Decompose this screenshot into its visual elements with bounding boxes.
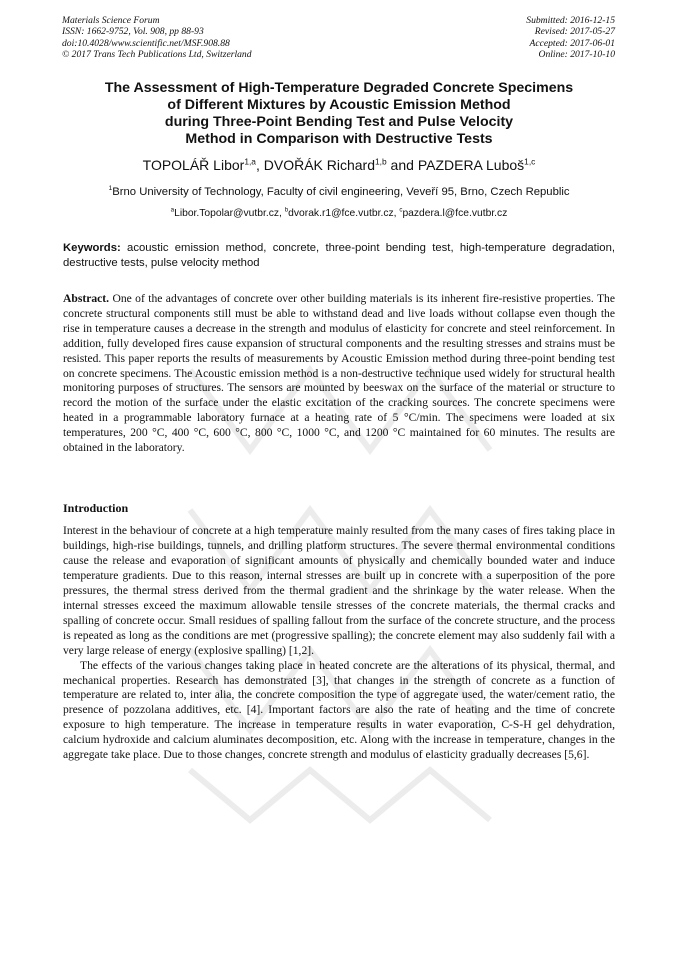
body-paragraph: Interest in the behaviour of concrete at a high temperature mainly resulted from the many cases of fires taking place in buildings, high-rise buildings, tunnels, and drilling platform structures. The severe thermal environmental conditions cause the release and evaporation of significant amounts of physically and chemically bounded water and induce temperature gradients. Due to this reason, internal stresses are built up in concrete with a superposition of the pore pressures, the thermal stress derived from the thermal gradient and the shrinkage by the water release. When the internal stresses exceed the maximum allowable tensile stresses of the concrete materials, the thermal cracks and spalling of concrete occur. Small residues of spalling fallout from the surface of the concrete structure, and the process is repeated as long as the conditions are met (progressive spalling); the concrete element may also suddenly fail with a very large release of energy (explosive spalling) [1,2].: [63, 524, 615, 657]
abstract-text: One of the advantages of concrete over other building materials is its inherent fire-resistive properties. The concrete structural components still must be able to withstand dead and live loads without collapse even though the rise in temperature causes a decrease in the strength and modulus of elasticity for concrete and steel reinforcement. In addition, fully developed fires cause expansion of structural components and the resulting stresses and strains must be resisted. This paper reports the results of measurements by Acoustic Emission method during three-point bending test on concrete specimens. The Acoustic emission method is a non-destructive technique used widely for structural health monitoring purposes of structures. The sensors are mounted by beeswax on the surface of the material or structure to record the motion of the surface under the elastic excitation of the cracking sources. The concrete specimens were heated in a programmable laboratory furnace at a heating rate of 5 °C/min. The specimens were loaded at six temperatures, 200 °C, 400 °C, 600 °C, 800 °C, 1000 °C, and 1200 °C maintained for 60 minutes. The results are obtained in the laboratory.: [63, 292, 615, 455]
accepted-date: Accepted: 2017-06-01: [529, 37, 615, 49]
author-superscript: 1,b: [375, 156, 387, 167]
revised-date: Revised: 2017-05-27: [534, 26, 615, 38]
body-paragraph: The effects of the various changes taking place in heated concrete are the alterations of its physical, thermal, and mechanical properties. Research has demonstrated [3], that changes in the strength of concrete as a function of temperature are related to, inter alia, the concrete composition the type of aggregate used, the water/cement ratio, the presence of pozzolana additives, etc. [4]. Important factors are also the rate of heating and the time of concrete exposure to high temperature. The increase in temperature results in water evaporation, C-S-H gel dehydration, calcium hydroxide and calcium aluminates decomposition, etc. Along with the increase in temperature, changes in the aggregate take place. Due to those changes, concrete strength and modulus of elasticity gradually decreases [5,6].: [63, 658, 615, 762]
doi-line: doi:10.4028/www.scientific.net/MSF.908.88: [62, 37, 230, 49]
email-link[interactable]: pazdera.l@fce.vutbr.cz: [402, 208, 508, 219]
paper-title: [50, 80, 628, 148]
affiliation-text: Brno University of Technology, Faculty of civil engineering, Veveří 95, Brno, Czech Republic: [112, 186, 570, 198]
author-superscript: 1,c: [524, 156, 536, 167]
email-superscript: a: [170, 206, 175, 214]
email-link[interactable]: Libor.Topolar@vutbr.cz: [174, 208, 279, 219]
author-name: TOPOLÁŘ Libor: [142, 157, 245, 173]
title-line: during Three-Point Bending Test and Pulse Velocity: [164, 114, 514, 130]
copyright-line: © 2017 Trans Tech Publications Ltd, Switzerland: [62, 48, 252, 60]
email-separator: ,: [393, 208, 400, 219]
author-list: [40, 156, 638, 174]
title-line: The Assessment of High-Temperature Degraded Concrete Specimens: [104, 80, 574, 96]
journal-name: Materials Science Forum: [62, 15, 160, 26]
email-superscript: c: [399, 206, 403, 214]
email-link[interactable]: dvorak.r1@fce.vutbr.cz: [288, 208, 394, 219]
email-superscript: b: [284, 206, 289, 214]
publication-dates: [526, 15, 615, 60]
affiliation-superscript: 1: [108, 185, 113, 193]
publication-info: [62, 15, 252, 60]
keywords-label: Keywords:: [63, 242, 121, 254]
section-heading-introduction: Introduction: [63, 501, 129, 515]
author-name: DVOŘÁK Richard: [263, 157, 376, 173]
keywords-text: acoustic emission method, concrete, three-point bending test, high-temperature degradation, destructive tests, pulse velocity method: [63, 242, 615, 269]
email-separator: ,: [279, 208, 285, 219]
author-name: PAZDERA Luboš: [417, 157, 525, 173]
author-separator: and: [386, 157, 418, 173]
introduction-body: [63, 524, 615, 763]
author-superscript: 1,a: [244, 156, 256, 167]
author-separator: ,: [255, 157, 264, 173]
submitted-date: Submitted: 2016-12-15: [526, 15, 615, 26]
email-list: [40, 207, 638, 221]
online-date: Online: 2017-10-10: [538, 48, 615, 60]
title-line: of Different Mixtures by Acoustic Emission Method: [167, 97, 511, 113]
affiliation: [40, 185, 638, 199]
abstract-label: Abstract.: [63, 292, 110, 305]
keywords-block: [63, 241, 615, 271]
issn-line: ISSN: 1662-9752, Vol. 908, pp 88-93: [62, 26, 204, 38]
abstract-block: [63, 292, 615, 456]
title-line: Method in Comparison with Destructive Tests: [185, 131, 493, 147]
